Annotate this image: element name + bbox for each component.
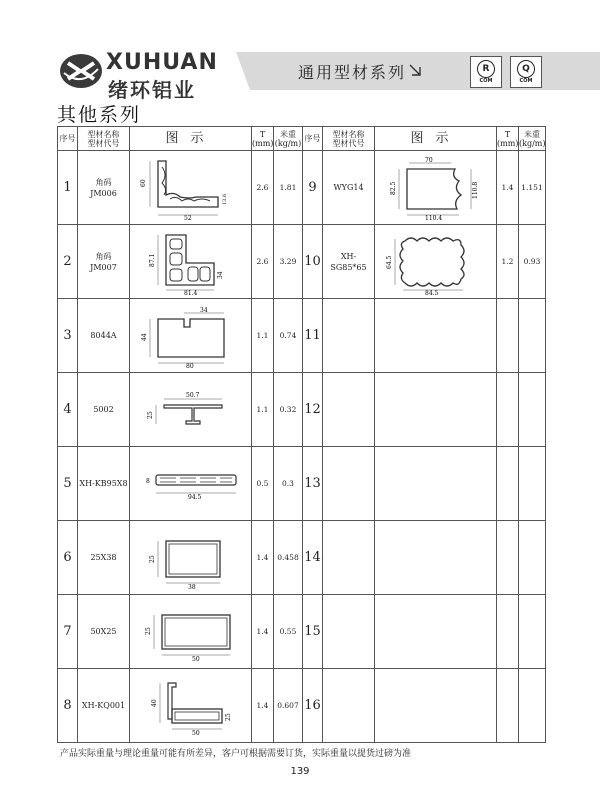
svg-text:25: 25 xyxy=(224,712,232,721)
profile-code: 50X25 xyxy=(78,595,130,669)
header-weight: 米重 (kg/m) xyxy=(274,127,303,151)
profile-code: 8044A xyxy=(78,299,130,373)
table-row xyxy=(58,151,546,225)
row-number: 5 xyxy=(58,447,78,521)
profile-code: XH-SG85*65 xyxy=(323,225,375,299)
row-number: 4 xyxy=(58,373,78,447)
table-row xyxy=(58,669,546,743)
weight-value: 0.93 xyxy=(519,225,546,299)
cert-r-badge: R COM xyxy=(470,56,502,88)
header-seq: 序号 xyxy=(58,127,78,151)
profile-drawing xyxy=(130,373,252,447)
profile-drawing xyxy=(130,151,252,225)
profile-drawing xyxy=(375,373,497,447)
profile-drawing xyxy=(375,669,497,743)
table-row xyxy=(58,521,546,595)
table-header-row xyxy=(58,127,546,151)
page-number: 139 xyxy=(290,766,310,777)
row-number: 15 xyxy=(303,595,323,669)
profile-code: XH-KB95X8 xyxy=(78,447,130,521)
header-name-code: 型材名称 型材代号 xyxy=(78,127,130,151)
thickness-value: 1.1 xyxy=(252,373,274,447)
row-number: 11 xyxy=(303,299,323,373)
svg-text:50: 50 xyxy=(191,729,200,737)
row-number: 12 xyxy=(303,373,323,447)
row-number: 9 xyxy=(303,151,323,225)
header-name-code: 型材名称 型材代号 xyxy=(323,127,375,151)
row-number: 1 xyxy=(58,151,78,225)
profile-spec-table xyxy=(57,126,546,743)
weight-value: 1.81 xyxy=(274,151,303,225)
profile-drawing xyxy=(130,521,252,595)
brand-name-en: XUHUAN xyxy=(106,50,218,75)
thickness-value xyxy=(497,595,519,669)
series-title: 通用型材系列 xyxy=(298,63,407,82)
weight-value xyxy=(519,299,546,373)
page-header xyxy=(0,0,600,108)
profile-code: 角码 JM006 xyxy=(78,151,130,225)
profile-drawing xyxy=(375,225,497,299)
profile-code: XH-KQ001 xyxy=(78,669,130,743)
row-number: 8 xyxy=(58,669,78,743)
svg-text:84.5: 84.5 xyxy=(424,289,438,295)
svg-text:38: 38 xyxy=(187,583,196,591)
svg-text:25: 25 xyxy=(148,554,156,563)
weight-value xyxy=(519,521,546,595)
row-number: 14 xyxy=(303,521,323,595)
thickness-value: 1.2 xyxy=(497,225,519,299)
weight-value: 0.32 xyxy=(274,373,303,447)
table-row xyxy=(58,595,546,669)
weight-value: 0.458 xyxy=(274,521,303,595)
profile-code xyxy=(323,299,375,373)
weight-value: 0.607 xyxy=(274,669,303,743)
profile-code: 角码 JM007 xyxy=(78,225,130,299)
weight-value: 3.29 xyxy=(274,225,303,299)
svg-text:64.5: 64.5 xyxy=(385,255,393,269)
thickness-value: 1.4 xyxy=(497,151,519,225)
profile-drawing xyxy=(375,521,497,595)
thickness-value xyxy=(497,669,519,743)
profile-drawing xyxy=(375,299,497,373)
thickness-value: 1.4 xyxy=(252,669,274,743)
table-row xyxy=(58,299,546,373)
row-number: 6 xyxy=(58,521,78,595)
thickness-value: 2.6 xyxy=(252,225,274,299)
profile-code: 5002 xyxy=(78,373,130,447)
profile-drawing xyxy=(375,595,497,669)
svg-text:80: 80 xyxy=(185,362,194,369)
svg-text:50: 50 xyxy=(191,655,200,663)
weight-value: 1.151 xyxy=(519,151,546,225)
row-number: 13 xyxy=(303,447,323,521)
svg-text:52: 52 xyxy=(183,214,192,221)
svg-text:82.5: 82.5 xyxy=(389,181,397,195)
profile-code: 25X38 xyxy=(78,521,130,595)
brand-logo-icon xyxy=(58,51,104,91)
profile-code xyxy=(323,447,375,521)
thickness-value: 1.1 xyxy=(252,299,274,373)
profile-drawing xyxy=(130,669,252,743)
row-number: 2 xyxy=(58,225,78,299)
svg-text:34: 34 xyxy=(216,270,224,279)
row-number: 16 xyxy=(303,669,323,743)
svg-text:34: 34 xyxy=(199,306,208,314)
weight-value xyxy=(519,595,546,669)
thickness-value xyxy=(497,373,519,447)
table-row xyxy=(58,447,546,521)
svg-text:8: 8 xyxy=(145,477,150,485)
weight-value xyxy=(519,669,546,743)
table-row xyxy=(58,225,546,299)
header-seq: 序号 xyxy=(303,127,323,151)
thickness-value: 1.4 xyxy=(252,521,274,595)
brand-name-cn: 绪环铝业 xyxy=(108,78,196,102)
svg-text:40: 40 xyxy=(150,698,158,707)
header-figure: 图示 xyxy=(375,127,497,151)
thickness-value: 2.6 xyxy=(252,151,274,225)
svg-text:87.1: 87.1 xyxy=(148,253,156,267)
svg-text:60: 60 xyxy=(139,178,147,187)
row-number: 7 xyxy=(58,595,78,669)
header-figure: 图示 xyxy=(130,127,252,151)
profile-drawing xyxy=(130,299,252,373)
svg-text:25: 25 xyxy=(144,626,152,635)
table-row xyxy=(58,373,546,447)
profile-drawing xyxy=(130,595,252,669)
weight-value: 0.55 xyxy=(274,595,303,669)
header-thickness: T (mm) xyxy=(497,127,519,151)
row-number: 10 xyxy=(303,225,323,299)
cert-q-badge: Q COM xyxy=(510,56,542,88)
weight-value: 0.3 xyxy=(274,447,303,521)
footer-note: 产品实际重量与理论重量可能有所差异，客户可根据需要订货，实际重量以提货过磅为准 xyxy=(60,749,412,759)
profile-drawing xyxy=(375,447,497,521)
thickness-value: 1.4 xyxy=(252,595,274,669)
svg-text:44: 44 xyxy=(140,332,148,341)
svg-text:25: 25 xyxy=(146,410,154,419)
svg-text:110.8: 110.8 xyxy=(471,181,479,199)
profile-code xyxy=(323,373,375,447)
thickness-value xyxy=(497,521,519,595)
svg-text:70: 70 xyxy=(424,156,433,164)
section-title: 其他系列 xyxy=(57,104,142,126)
weight-value: 0.74 xyxy=(274,299,303,373)
thickness-value: 0.5 xyxy=(252,447,274,521)
header-weight: 米重 (kg/m) xyxy=(519,127,546,151)
svg-text:81.4: 81.4 xyxy=(183,289,197,295)
header-thickness: T (mm) xyxy=(252,127,274,151)
profile-drawing xyxy=(375,151,497,225)
profile-code: WYG14 xyxy=(323,151,375,225)
svg-text:13.6: 13.6 xyxy=(221,193,228,205)
profile-drawing xyxy=(130,225,252,299)
thickness-value xyxy=(497,447,519,521)
svg-text:94.5: 94.5 xyxy=(187,493,201,501)
row-number: 3 xyxy=(58,299,78,373)
weight-value xyxy=(519,447,546,521)
weight-value xyxy=(519,373,546,447)
profile-code xyxy=(323,669,375,743)
profile-drawing xyxy=(130,447,252,521)
profile-code xyxy=(323,595,375,669)
profile-code xyxy=(323,521,375,595)
thickness-value xyxy=(497,299,519,373)
svg-text:50.7: 50.7 xyxy=(185,391,199,399)
arrow-down-right-icon xyxy=(407,62,423,78)
svg-text:110.4: 110.4 xyxy=(424,214,442,221)
